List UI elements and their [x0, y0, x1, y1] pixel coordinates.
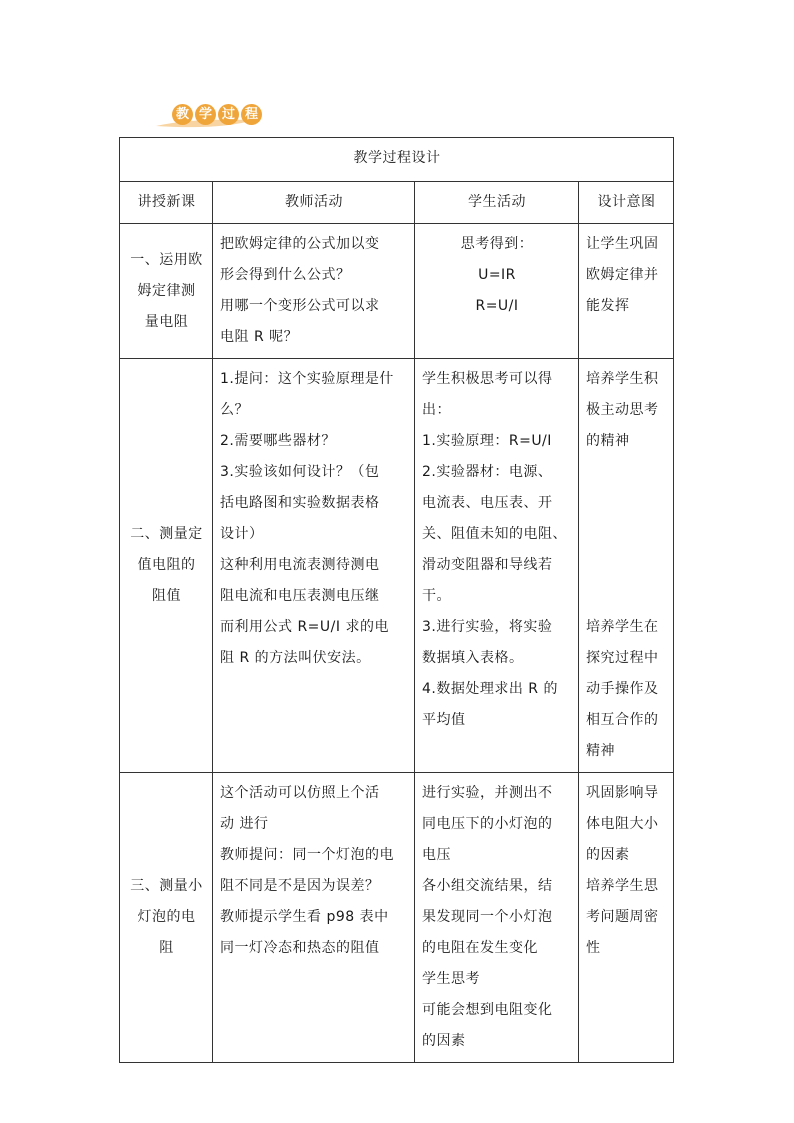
- cell-line: 括电路图和实验数据表格: [220, 495, 380, 511]
- teacher-cell: [213, 359, 415, 773]
- badge-characters: [172, 104, 262, 125]
- intent-cell: [579, 773, 674, 1063]
- badge-char: 教: [172, 104, 193, 125]
- badge-char: 学: [195, 104, 216, 125]
- cell-line: 量电阻: [144, 313, 189, 330]
- cell-line: 平均值: [422, 712, 466, 728]
- cell-line: 数据填入表格。: [422, 650, 524, 666]
- intent-cell: [579, 224, 674, 359]
- cell-line: 的精神: [586, 433, 630, 449]
- cell-line: 同一灯冷态和热态的阻值: [220, 940, 380, 956]
- cell-line: 动手操作及: [586, 681, 659, 697]
- student-cell: [415, 359, 579, 773]
- section-cell: [120, 224, 213, 359]
- cell-line: 的因素: [586, 847, 630, 863]
- cell-line: 同电压下的小灯泡的: [422, 816, 553, 832]
- header-section: 讲授新课: [120, 182, 213, 224]
- cell-line: 关、阻值未知的电阻、: [422, 526, 567, 542]
- cell-line: 的因素: [422, 1033, 466, 1049]
- section-cell: [120, 773, 213, 1063]
- header-teacher: 教师活动: [213, 182, 415, 224]
- cell-line: 性: [586, 940, 601, 956]
- table-title: 教学过程设计: [120, 138, 674, 182]
- section-header-badge: [150, 100, 260, 134]
- cell-line: 电流表、电压表、开: [422, 495, 553, 511]
- cell-line: 培养学生积: [586, 371, 659, 387]
- cell-line: 1.实验原理：R=U/I: [422, 433, 552, 449]
- cell-line: 的电阻在发生变化: [422, 940, 538, 956]
- cell-line: 用哪一个变形公式可以求: [220, 298, 380, 314]
- teaching-process-table: [119, 137, 674, 1063]
- cell-line: 电阻 R 呢？: [220, 329, 299, 345]
- cell-line: 一、运用欧: [130, 251, 203, 268]
- cell-line: 相互合作的: [586, 712, 659, 728]
- intent-cell: [579, 359, 674, 773]
- table-header-row: [120, 182, 674, 224]
- student-cell: [415, 224, 579, 359]
- student-cell: [415, 773, 579, 1063]
- cell-line: 思考得到：: [460, 236, 534, 252]
- cell-line: 阻: [159, 940, 174, 956]
- cell-line: 把欧姆定律的公式加以变: [220, 236, 380, 252]
- table-title-row: [120, 138, 674, 182]
- cell-line: 三、测量小: [130, 878, 203, 894]
- cell-line: 2.实验器材：电源、: [422, 464, 553, 480]
- cell-line: 考问题周密: [586, 909, 659, 925]
- cell-line: 滑动变阻器和导线若: [422, 557, 553, 573]
- cell-line: 二、测量定: [130, 526, 203, 542]
- cell-line: 形会得到什么公式？: [220, 267, 351, 283]
- cell-line: 欧姆定律并: [586, 267, 659, 283]
- cell-line: 阻不同是不是因为误差？: [220, 878, 380, 894]
- cell-line: 体电阻大小: [586, 816, 659, 832]
- teacher-cell: [213, 224, 415, 359]
- cell-line: 动 进行: [220, 816, 269, 832]
- cell-line: 各小组交流结果，结: [422, 878, 553, 894]
- cell-line: 巩固影响导: [586, 785, 659, 801]
- table-row: [120, 359, 674, 773]
- cell-line: 教师提示学生看 p98 表中: [220, 909, 389, 925]
- cell-line: 设计）: [220, 526, 264, 542]
- cell-line: 电压: [422, 847, 451, 863]
- table-row: [120, 224, 674, 359]
- cell-spacer: [586, 457, 667, 612]
- cell-line: 培养学生在: [586, 619, 659, 635]
- cell-line: 进行实验，并测出不: [422, 785, 553, 801]
- header-intent: 设计意图: [579, 182, 674, 224]
- cell-line: 出：: [422, 402, 451, 418]
- cell-line: 这个活动可以仿照上个活: [220, 785, 380, 801]
- cell-line: 阻值: [152, 588, 181, 604]
- cell-line: 精神: [586, 743, 615, 759]
- cell-line: 培养学生思: [586, 878, 659, 894]
- cell-line: 么？: [220, 402, 249, 418]
- cell-line: 3.实验该如何设计？（包: [220, 464, 380, 480]
- table-row: [120, 773, 674, 1063]
- cell-line: 学生积极思考可以得: [422, 371, 553, 387]
- cell-line: R=U/I: [475, 298, 519, 314]
- cell-line: 这种利用电流表测待测电: [220, 557, 380, 573]
- cell-line: 4.数据处理求出 R 的: [422, 681, 558, 697]
- cell-line: 教师提问：同一个灯泡的电: [220, 847, 394, 863]
- cell-line: 阻电流和电压表测电压继: [220, 588, 380, 604]
- cell-line: 果发现同一个小灯泡: [422, 909, 553, 925]
- cell-line: 3.进行实验，将实验: [422, 619, 553, 635]
- cell-line: 姆定律测: [137, 282, 196, 299]
- cell-line: 而利用公式 R=U/I 求的电: [220, 619, 389, 635]
- cell-line: 2.需要哪些器材？: [220, 433, 336, 449]
- cell-line: 值电阻的: [137, 557, 196, 573]
- badge-char: 过: [218, 104, 239, 125]
- cell-line: U=IR: [478, 267, 516, 283]
- cell-line: 极主动思考: [586, 402, 659, 418]
- teacher-cell: [213, 773, 415, 1063]
- cell-line: 学生思考: [422, 971, 480, 987]
- header-student: 学生活动: [415, 182, 579, 224]
- cell-line: 1.提问：这个实验原理是什: [220, 371, 394, 387]
- cell-line: 灯泡的电: [137, 909, 196, 925]
- cell-line: 让学生巩固: [586, 236, 659, 252]
- section-cell: [120, 359, 213, 773]
- cell-line: 干。: [422, 588, 451, 604]
- cell-line: 探究过程中: [586, 650, 659, 666]
- cell-line: 可能会想到电阻变化: [422, 1002, 553, 1018]
- cell-line: 阻 R 的方法叫伏安法。: [220, 650, 371, 666]
- cell-line: 能发挥: [586, 298, 630, 314]
- badge-char: 程: [241, 104, 262, 125]
